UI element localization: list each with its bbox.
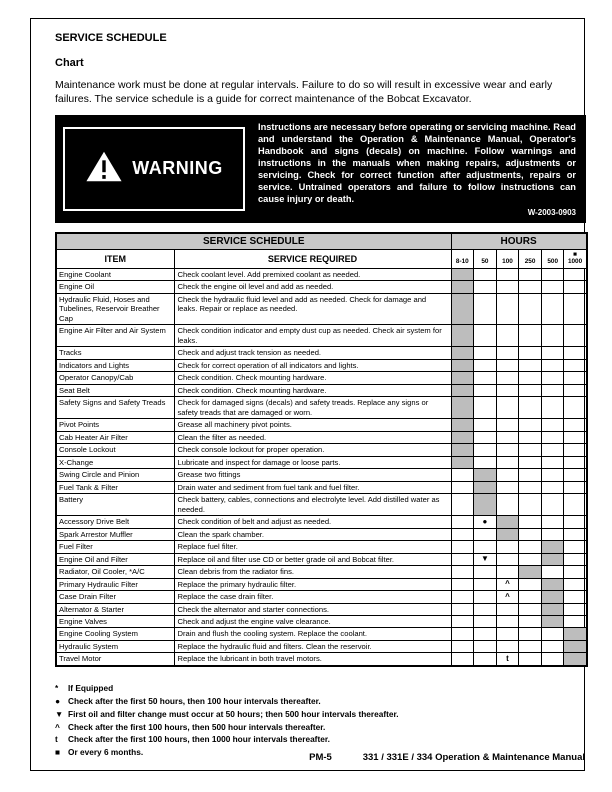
hour-cell-8-10 <box>451 603 474 615</box>
hour-cell-500 <box>541 553 564 565</box>
hour-cell-250 <box>519 616 542 628</box>
item-cell: Case Drain Filter <box>56 591 174 603</box>
hour-cell-50 <box>474 640 497 652</box>
hour-cell-8-10 <box>451 494 474 516</box>
warning-text: Instructions are necessary before operating or servicing machine. Read and understand the Operation & Maintenance Manual, Operator's Handbook and signs (decals) on machine. Follow warnings and instructions in the manuals when making repairs, adjustments or servicing. Check for correct function after adjustments, repairs or service. Untrained operators and failure to follow instructions can cause injury or death. <box>258 122 576 204</box>
footnote-symbol: ● <box>55 695 61 706</box>
footnote-symbol: * <box>55 682 59 693</box>
page-footer <box>55 752 586 766</box>
footnote <box>55 695 586 708</box>
hour-cell-1000 <box>564 384 587 396</box>
warning-triangle-icon <box>85 150 123 188</box>
hour-cell-50 <box>474 653 497 666</box>
hour-cell-250 <box>519 347 542 359</box>
hour-cell-1000 <box>564 293 587 324</box>
hour-cell-50 <box>474 591 497 603</box>
hour-cell-250 <box>519 325 542 347</box>
hour-cell-500 <box>541 444 564 456</box>
footnote-text: If Equipped <box>68 682 114 693</box>
hour-cell-8-10 <box>451 541 474 553</box>
hour-cell-100 <box>496 566 519 578</box>
hour-cell-250 <box>519 603 542 615</box>
hour-cell-500 <box>541 397 564 419</box>
hour-cell-8-10 <box>451 397 474 419</box>
hour-cell-100: ^ <box>496 591 519 603</box>
item-cell: Seat Belt <box>56 384 174 396</box>
hour-cell-500 <box>541 591 564 603</box>
service-required-cell: Check the hydraulic fluid level and add as needed. Check for damage and leaks. Repair or replace as needed. <box>174 293 451 324</box>
service-row <box>56 653 587 666</box>
hour-cell-100 <box>496 528 519 540</box>
service-row <box>56 372 587 384</box>
hour-cell-500 <box>541 528 564 540</box>
hour-cell-100: t <box>496 653 519 666</box>
hour-cell-50 <box>474 372 497 384</box>
hour-cell-100 <box>496 347 519 359</box>
col-header-100: 100 <box>496 249 519 268</box>
footnote-text: Check after the first 50 hours, then 100 hour intervals thereafter. <box>68 695 321 706</box>
hour-cell-8-10 <box>451 384 474 396</box>
footnote-text: Check after the first 100 hours, then 1000 hour intervals thereafter. <box>68 734 330 745</box>
item-cell: Primary Hydraulic Filter <box>56 578 174 590</box>
item-cell: Tracks <box>56 347 174 359</box>
hour-cell-100 <box>496 359 519 371</box>
hour-cell-500 <box>541 578 564 590</box>
subsection-title: Chart <box>55 57 84 69</box>
service-required-cell: Check and adjust the engine valve clearance. <box>174 616 451 628</box>
hour-cell-1000 <box>564 359 587 371</box>
hour-cell-50 <box>474 325 497 347</box>
hour-cell-50 <box>474 628 497 640</box>
hour-cell-1000 <box>564 281 587 293</box>
hour-cell-500 <box>541 431 564 443</box>
hour-cell-8-10 <box>451 444 474 456</box>
service-row <box>56 640 587 652</box>
col-header-1000: ■ 1000 <box>564 249 587 268</box>
service-required-cell: Check and adjust track tension as needed. <box>174 347 451 359</box>
service-row <box>56 603 587 615</box>
footer-manual-title: 331 / 331E / 334 Operation & Maintenance Manual <box>362 752 585 763</box>
hour-cell-100 <box>496 325 519 347</box>
hour-cell-8-10 <box>451 456 474 468</box>
warning-box <box>55 115 586 222</box>
hour-cell-100 <box>496 419 519 431</box>
footnote-text: First oil and filter change must occur at 50 hours; then 500 hour intervals thereafter. <box>68 708 399 719</box>
hour-cell-8-10 <box>451 528 474 540</box>
hour-cell-100 <box>496 384 519 396</box>
item-cell: Swing Circle and Pinion <box>56 469 174 481</box>
hour-cell-8-10 <box>451 431 474 443</box>
hour-cell-250 <box>519 566 542 578</box>
service-required-cell: Check the engine oil level and add as needed. <box>174 281 451 293</box>
service-required-cell: Check condition. Check mounting hardware. <box>174 372 451 384</box>
footnote <box>55 708 586 721</box>
hour-cell-50 <box>474 469 497 481</box>
service-row <box>56 591 587 603</box>
item-cell: Travel Motor <box>56 653 174 666</box>
hour-cell-500 <box>541 372 564 384</box>
item-cell: Engine Oil and Filter <box>56 553 174 565</box>
hour-cell-1000 <box>564 456 587 468</box>
hour-cell-100 <box>496 640 519 652</box>
warning-label-panel <box>63 127 245 210</box>
hour-cell-50 <box>474 281 497 293</box>
hour-cell-8-10 <box>451 516 474 528</box>
service-required-cell: Grease two fittings <box>174 469 451 481</box>
hour-cell-50 <box>474 541 497 553</box>
service-row <box>56 397 587 419</box>
hour-cell-100: ^ <box>496 578 519 590</box>
service-required-cell: Check the alternator and starter connections. <box>174 603 451 615</box>
section-title: SERVICE SCHEDULE <box>55 32 167 44</box>
service-required-cell: Grease all machinery pivot points. <box>174 419 451 431</box>
service-row <box>56 541 587 553</box>
hour-cell-8-10 <box>451 469 474 481</box>
hour-cell-250 <box>519 384 542 396</box>
item-cell: Console Lockout <box>56 444 174 456</box>
hour-cell-500 <box>541 293 564 324</box>
hour-cell-100 <box>496 268 519 280</box>
footnote-symbol: ▼ <box>55 708 64 719</box>
item-cell: Fuel Filter <box>56 541 174 553</box>
item-cell: Spark Arrestor Muffler <box>56 528 174 540</box>
hour-cell-500 <box>541 516 564 528</box>
service-row <box>56 516 587 528</box>
hour-cell-100 <box>496 494 519 516</box>
service-row <box>56 578 587 590</box>
footer-page-number: PM-5 <box>309 752 332 763</box>
hour-cell-50 <box>474 578 497 590</box>
hour-cell-8-10 <box>451 591 474 603</box>
item-cell: Fuel Tank & Filter <box>56 481 174 493</box>
service-row <box>56 268 587 280</box>
hour-cell-1000 <box>564 528 587 540</box>
footnote <box>55 682 586 695</box>
hour-cell-1000 <box>564 553 587 565</box>
service-row <box>56 293 587 324</box>
service-required-cell: Check condition of belt and adjust as needed. <box>174 516 451 528</box>
hour-cell-500 <box>541 456 564 468</box>
service-row <box>56 444 587 456</box>
hour-cell-500 <box>541 268 564 280</box>
service-required-cell: Check battery, cables, connections and electrolyte level. Add distilled water as needed. <box>174 494 451 516</box>
warning-code: W-2003-0903 <box>527 207 576 217</box>
hour-cell-100 <box>496 469 519 481</box>
hour-cell-1000 <box>564 469 587 481</box>
hour-cell-250 <box>519 397 542 419</box>
item-cell: Indicators and Lights <box>56 359 174 371</box>
service-row <box>56 528 587 540</box>
hour-cell-8-10 <box>451 293 474 324</box>
item-cell: Engine Valves <box>56 616 174 628</box>
service-row <box>56 384 587 396</box>
hour-cell-100 <box>496 628 519 640</box>
service-row <box>56 553 587 565</box>
item-cell: Engine Cooling System <box>56 628 174 640</box>
item-cell: Alternator & Starter <box>56 603 174 615</box>
hour-cell-1000 <box>564 347 587 359</box>
hour-cell-8-10 <box>451 347 474 359</box>
service-required-cell: Lubricate and inspect for damage or loose parts. <box>174 456 451 468</box>
hour-cell-250 <box>519 653 542 666</box>
hour-cell-1000 <box>564 444 587 456</box>
hour-cell-8-10 <box>451 553 474 565</box>
hour-cell-50 <box>474 444 497 456</box>
hour-cell-100 <box>496 516 519 528</box>
service-required-cell: Check for damaged signs (decals) and safety treads. Replace any signs or safety treads that are damaged or worn. <box>174 397 451 419</box>
footnote-text: Or every 6 months. <box>68 747 144 758</box>
col-header-50: 50 <box>474 249 497 268</box>
item-cell: Accessory Drive Belt <box>56 516 174 528</box>
hour-cell-8-10 <box>451 325 474 347</box>
service-required-cell: Check coolant level. Add premixed coolant as needed. <box>174 268 451 280</box>
hour-cell-250 <box>519 359 542 371</box>
service-required-cell: Replace the lubricant in both travel motors. <box>174 653 451 666</box>
col-header-item: ITEM <box>56 249 174 268</box>
item-cell: Radiator, Oil Cooler, *A/C <box>56 566 174 578</box>
hour-cell-500 <box>541 653 564 666</box>
item-cell: Hydraulic System <box>56 640 174 652</box>
hour-cell-500 <box>541 628 564 640</box>
hour-cell-50 <box>474 616 497 628</box>
hour-cell-50: ● <box>474 516 497 528</box>
footnote-symbol: ^ <box>55 721 60 732</box>
hour-cell-100 <box>496 553 519 565</box>
hour-cell-1000 <box>564 419 587 431</box>
service-required-cell: Replace fuel filter. <box>174 541 451 553</box>
hour-cell-1000 <box>564 566 587 578</box>
hour-cell-50 <box>474 494 497 516</box>
hour-cell-1000 <box>564 628 587 640</box>
hour-cell-250 <box>519 281 542 293</box>
hour-cell-8-10 <box>451 419 474 431</box>
item-cell: Engine Air Filter and Air System <box>56 325 174 347</box>
hour-cell-100 <box>496 372 519 384</box>
warning-body <box>250 118 583 219</box>
hour-cell-500 <box>541 541 564 553</box>
six-month-square-icon: ■ <box>573 250 577 258</box>
service-row <box>56 481 587 493</box>
hour-cell-250 <box>519 456 542 468</box>
hour-cell-500 <box>541 481 564 493</box>
hour-cell-50 <box>474 268 497 280</box>
hour-cell-500 <box>541 616 564 628</box>
intro-paragraph: Maintenance work must be done at regular intervals. Failure to do so will result in excessive wear and early failures. The service schedule is a guide for correct maintenance of the Bobcat Excavator. <box>55 79 553 106</box>
hour-cell-250 <box>519 553 542 565</box>
hour-cell-500 <box>541 325 564 347</box>
service-row <box>56 281 587 293</box>
col-header-service-required: SERVICE REQUIRED <box>174 249 451 268</box>
hour-cell-500 <box>541 281 564 293</box>
hour-cell-8-10 <box>451 653 474 666</box>
hour-cell-50: ▼ <box>474 553 497 565</box>
hour-cell-500 <box>541 347 564 359</box>
hour-cell-250 <box>519 494 542 516</box>
table-header <box>56 233 587 269</box>
hour-cell-500 <box>541 384 564 396</box>
service-required-cell: Drain water and sediment from fuel tank and fuel filter. <box>174 481 451 493</box>
footnote-symbol: ■ <box>55 747 61 758</box>
service-required-cell: Replace oil and filter use CD or better grade oil and Bobcat filter. <box>174 553 451 565</box>
hour-cell-250 <box>519 469 542 481</box>
hour-cell-1000 <box>564 325 587 347</box>
hour-cell-50 <box>474 528 497 540</box>
hour-cell-250 <box>519 481 542 493</box>
hour-cell-1000 <box>564 541 587 553</box>
hour-cell-250 <box>519 528 542 540</box>
hour-cell-500 <box>541 640 564 652</box>
item-cell: X-Change <box>56 456 174 468</box>
service-table-body <box>56 268 587 665</box>
service-required-cell: Replace the case drain filter. <box>174 591 451 603</box>
service-required-cell: Clean the spark chamber. <box>174 528 451 540</box>
service-row <box>56 628 587 640</box>
hour-cell-100 <box>496 541 519 553</box>
hour-cell-50 <box>474 419 497 431</box>
hour-cell-50 <box>474 456 497 468</box>
service-required-cell: Replace the primary hydraulic filter. <box>174 578 451 590</box>
hour-cell-1000 <box>564 494 587 516</box>
hour-cell-100 <box>496 397 519 419</box>
header-hours: HOURS <box>451 233 587 250</box>
item-cell: Safety Signs and Safety Treads <box>56 397 174 419</box>
hour-cell-50 <box>474 293 497 324</box>
service-required-cell: Check condition. Check mounting hardware. <box>174 384 451 396</box>
hour-cell-50 <box>474 481 497 493</box>
hour-cell-1000 <box>564 591 587 603</box>
service-row <box>56 359 587 371</box>
hour-cell-8-10 <box>451 578 474 590</box>
footnote <box>55 733 586 746</box>
hour-cell-1000 <box>564 653 587 666</box>
hour-cell-500 <box>541 359 564 371</box>
service-required-cell: Replace the hydraulic fluid and filters. Clean the reservoir. <box>174 640 451 652</box>
hour-cell-1000 <box>564 616 587 628</box>
hour-cell-50 <box>474 397 497 419</box>
hour-cell-1000 <box>564 372 587 384</box>
hour-cell-250 <box>519 541 542 553</box>
hour-cell-500 <box>541 469 564 481</box>
service-row <box>56 347 587 359</box>
hour-cell-100 <box>496 481 519 493</box>
hour-cell-250 <box>519 268 542 280</box>
hour-cell-8-10 <box>451 628 474 640</box>
service-required-cell: Clean the filter as needed. <box>174 431 451 443</box>
service-row <box>56 419 587 431</box>
hour-cell-1000 <box>564 578 587 590</box>
item-cell: Battery <box>56 494 174 516</box>
hour-cell-250 <box>519 591 542 603</box>
hour-cell-100 <box>496 281 519 293</box>
service-row <box>56 494 587 516</box>
hour-cell-500 <box>541 603 564 615</box>
col-header-500: 500 <box>541 249 564 268</box>
service-schedule-table <box>55 232 588 667</box>
hour-cell-1000 <box>564 268 587 280</box>
service-required-cell: Check condition indicator and empty dust cup as needed. Check air system for leaks. <box>174 325 451 347</box>
service-required-cell: Drain and flush the cooling system. Replace the coolant. <box>174 628 451 640</box>
item-cell: Operator Canopy/Cab <box>56 372 174 384</box>
hour-cell-500 <box>541 494 564 516</box>
hour-cell-250 <box>519 640 542 652</box>
hour-cell-8-10 <box>451 281 474 293</box>
hour-cell-250 <box>519 628 542 640</box>
hour-cell-500 <box>541 419 564 431</box>
hour-cell-250 <box>519 578 542 590</box>
hour-cell-100 <box>496 603 519 615</box>
service-required-cell: Check for correct operation of all indicators and lights. <box>174 359 451 371</box>
hour-cell-1000 <box>564 397 587 419</box>
hour-cell-1000 <box>564 603 587 615</box>
hour-cell-100 <box>496 293 519 324</box>
hour-cell-250 <box>519 516 542 528</box>
service-row <box>56 325 587 347</box>
footnote-text: Check after the first 100 hours, then 500 hour intervals thereafter. <box>68 721 326 732</box>
hour-cell-8-10 <box>451 481 474 493</box>
item-cell: Pivot Points <box>56 419 174 431</box>
hour-cell-50 <box>474 566 497 578</box>
header-service-schedule: SERVICE SCHEDULE <box>56 233 451 250</box>
service-row <box>56 616 587 628</box>
service-row <box>56 469 587 481</box>
col-header-250: 250 <box>519 249 542 268</box>
hour-cell-8-10 <box>451 640 474 652</box>
hour-cell-8-10 <box>451 372 474 384</box>
hour-cell-1000 <box>564 431 587 443</box>
item-cell: Engine Oil <box>56 281 174 293</box>
hour-cell-1000 <box>564 516 587 528</box>
page-content <box>55 32 586 759</box>
hour-cell-250 <box>519 444 542 456</box>
hour-cell-50 <box>474 384 497 396</box>
footnote-symbol: t <box>55 734 58 745</box>
footnote <box>55 721 586 734</box>
hour-cell-250 <box>519 293 542 324</box>
hour-cell-250 <box>519 419 542 431</box>
hour-cell-50 <box>474 359 497 371</box>
hour-cell-8-10 <box>451 359 474 371</box>
warning-label: WARNING <box>132 158 223 179</box>
hour-cell-8-10 <box>451 566 474 578</box>
service-required-cell: Check console lockout for proper operation. <box>174 444 451 456</box>
hour-cell-100 <box>496 616 519 628</box>
item-cell: Hydraulic Fluid, Hoses and Tubelines, Reservoir Breather Cap <box>56 293 174 324</box>
hour-cell-8-10 <box>451 616 474 628</box>
footnotes <box>55 682 586 759</box>
hour-cell-8-10 <box>451 268 474 280</box>
hour-cell-500 <box>541 566 564 578</box>
service-required-cell: Clean debris from the radiator fins. <box>174 566 451 578</box>
hour-cell-50 <box>474 431 497 443</box>
hour-cell-100 <box>496 444 519 456</box>
col-header-8-10: 8-10 <box>451 249 474 268</box>
service-row <box>56 456 587 468</box>
hour-cell-250 <box>519 372 542 384</box>
hour-cell-1000 <box>564 481 587 493</box>
hour-cell-100 <box>496 456 519 468</box>
hour-cell-100 <box>496 431 519 443</box>
service-row <box>56 431 587 443</box>
service-row <box>56 566 587 578</box>
hour-cell-50 <box>474 347 497 359</box>
item-cell: Engine Coolant <box>56 268 174 280</box>
hour-cell-250 <box>519 431 542 443</box>
item-cell: Cab Heater Air Filter <box>56 431 174 443</box>
hour-cell-1000 <box>564 640 587 652</box>
hour-cell-50 <box>474 603 497 615</box>
